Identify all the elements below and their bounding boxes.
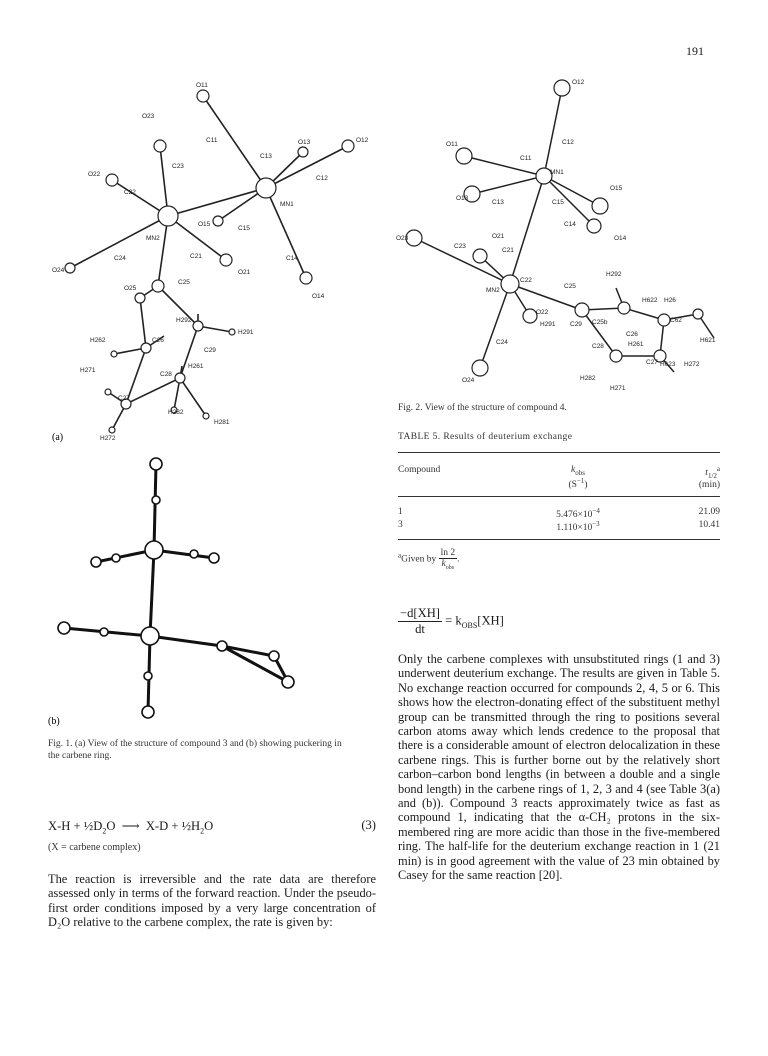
atom-label: O25	[124, 285, 137, 292]
atom-label: C26	[152, 337, 164, 344]
figure-2-structure	[384, 76, 728, 398]
atom-label: H291	[238, 329, 254, 336]
atom-label: C12	[562, 139, 574, 146]
atom-label: O14	[614, 235, 627, 242]
atom-label: H622	[642, 297, 658, 304]
atom-label: C15	[552, 199, 564, 206]
atom-label: O14	[312, 293, 325, 300]
atom-label: H292	[176, 317, 192, 324]
atom-label: C27	[118, 395, 130, 402]
atom-label: H261	[188, 363, 204, 370]
header-compound: Compound	[398, 465, 441, 475]
atom-label: C25	[178, 279, 190, 286]
panel-label-b: (b)	[48, 716, 60, 727]
right-column-paragraph: Only the carbene complexes with unsubstituted rings (1 and 3) underwent deuterium exchange. The results are given in Table 5. No exchange reaction occurred for compounds 2, 4, 5 or 6. This shows how the electron-donating effect of the substituent methyl group can be transmitted through the ring to positions several carbon atoms away which lends credence to the proposal that there is a considerable amount of electron delocalization in these carbene rings. This is further borne out by the relatively short carbon–carbon bond lengths (in between a double and a single bond length) in the carbene rings of 1, 2, 3 and 4 (see Table 3(a) and (b)). Compound 3 reacts approximately twice as fast as compound 1, indicating that the α-CH₂ protons in the six-membered ring are more acidic than those in the five-membered ring. The half-life for the deuterium exchange reaction in 1 (21 min) is in good agreement with the value of 23 min obtained by Casey for the same reaction [20].	[398, 652, 720, 883]
atom-label: C11	[206, 137, 218, 144]
atom-label: C23	[172, 163, 184, 170]
atom-label: O24	[462, 377, 475, 384]
atom-label: C25b	[592, 319, 608, 326]
atom-label: C26	[626, 331, 638, 338]
atom-label: H291	[540, 321, 556, 328]
atom-label: MN2	[486, 287, 500, 294]
atom-label: O21	[492, 233, 505, 240]
table-row: 1 $5.476\times 10^{-4}$ 21.09	[398, 507, 720, 521]
table-5-title: TABLE 5. Results of deuterium exchange	[398, 432, 573, 442]
atom-label: H621	[700, 337, 716, 344]
atom-label: O11	[446, 141, 458, 148]
atom-label: O11	[196, 82, 208, 89]
table-header-row	[398, 465, 720, 490]
atom-label: H292	[606, 271, 622, 278]
atom-label: O24	[52, 267, 65, 274]
atom-label: H271	[610, 385, 626, 392]
atom-label: H262	[90, 337, 106, 344]
atom-label: O15	[198, 221, 211, 228]
atom-label: C28	[160, 371, 172, 378]
atom-label: O13	[456, 195, 469, 202]
figure-1-caption: Fig. 1. (a) View of the structure of compound 3 and (b) showing puckering in the carbene ring.	[48, 739, 342, 761]
table-footnote: $^a$Given by $\frac{\ln 2}{k_{obs}}$ .	[398, 548, 460, 572]
atom-label: O23	[396, 235, 409, 242]
atom-label: O13	[298, 139, 311, 146]
atom-label: O12	[572, 79, 585, 86]
atom-label: H271	[80, 367, 96, 374]
equation-number: (3)	[361, 818, 376, 832]
atom-label: C29	[204, 347, 216, 354]
atom-label: H623	[660, 361, 676, 368]
atom-label: C27	[646, 359, 658, 366]
figure-1a-structure	[48, 76, 400, 448]
figure-2-caption: Fig. 2. View of the structure of compound 4.	[398, 403, 567, 413]
rate-equation: $\frac{-d[XH]}{dt}$ = $k_{OBS}[XH]$	[400, 606, 504, 636]
atom-label: MN1	[550, 169, 564, 176]
atom-label: O12	[356, 137, 369, 144]
atom-label: O15	[610, 185, 623, 192]
atom-label: C23	[454, 243, 466, 250]
atom-label: H282	[168, 409, 184, 416]
equation-3-note: (X = carbene complex)	[48, 842, 141, 853]
equation-3: $X-H + \frac{1}{2}D_2O$ ⟶ $X-D + \frac{1}{2}H_2O$ (3)	[48, 818, 376, 836]
atom-label: H272	[100, 435, 116, 442]
header-thalf: $t_{1/2}^a$ (min)	[698, 465, 720, 491]
figure-1b-ring-puckering	[44, 450, 340, 730]
table-row: 3 $1.110\times 10^{-3}$ 10.41	[398, 520, 720, 534]
atom-label: MN1	[280, 201, 294, 208]
atom-label: H261	[628, 341, 644, 348]
atom-label: H26	[664, 297, 676, 304]
atom-label: C62	[670, 317, 682, 324]
atom-label: O22	[88, 171, 101, 178]
atom-label: C29	[570, 321, 582, 328]
table-5	[398, 452, 720, 571]
page-number: 191	[686, 44, 704, 58]
atom-label: C24	[496, 339, 508, 346]
atom-label: O21	[238, 269, 251, 276]
atom-label: C13	[260, 153, 272, 160]
atom-label: C22	[520, 277, 532, 284]
atom-label: C11	[520, 155, 532, 162]
atom-label: C21	[190, 253, 202, 260]
atom-label: C28	[592, 343, 604, 350]
atom-label: H272	[684, 361, 700, 368]
panel-label-a: (a)	[52, 432, 64, 443]
atom-label: C14	[564, 221, 576, 228]
header-kobs: $k_{obs}$ $(S^{-1})$	[568, 465, 588, 491]
atom-label: C14	[286, 255, 298, 262]
atom-label: C13	[492, 199, 504, 206]
atom-label: C21	[502, 247, 514, 254]
atom-label: C24	[114, 255, 126, 262]
atom-label: MN2	[146, 235, 160, 242]
atom-label: H282	[580, 375, 596, 382]
atom-label: O22	[536, 309, 549, 316]
left-column-paragraph: The reaction is irreversible and the rate data are therefore assessed only in terms of the forward reaction. Under the pseudo-first order conditions imposed by a very large concentration of D₂O relative to the carbene complex, the rate is given by:	[48, 872, 376, 930]
atom-label: H281	[214, 419, 230, 426]
atom-label: C12	[316, 175, 328, 182]
atom-label: C15	[238, 225, 250, 232]
atom-label: O23	[142, 113, 155, 120]
atom-label: C22	[124, 189, 136, 196]
atom-label: C25	[564, 283, 576, 290]
